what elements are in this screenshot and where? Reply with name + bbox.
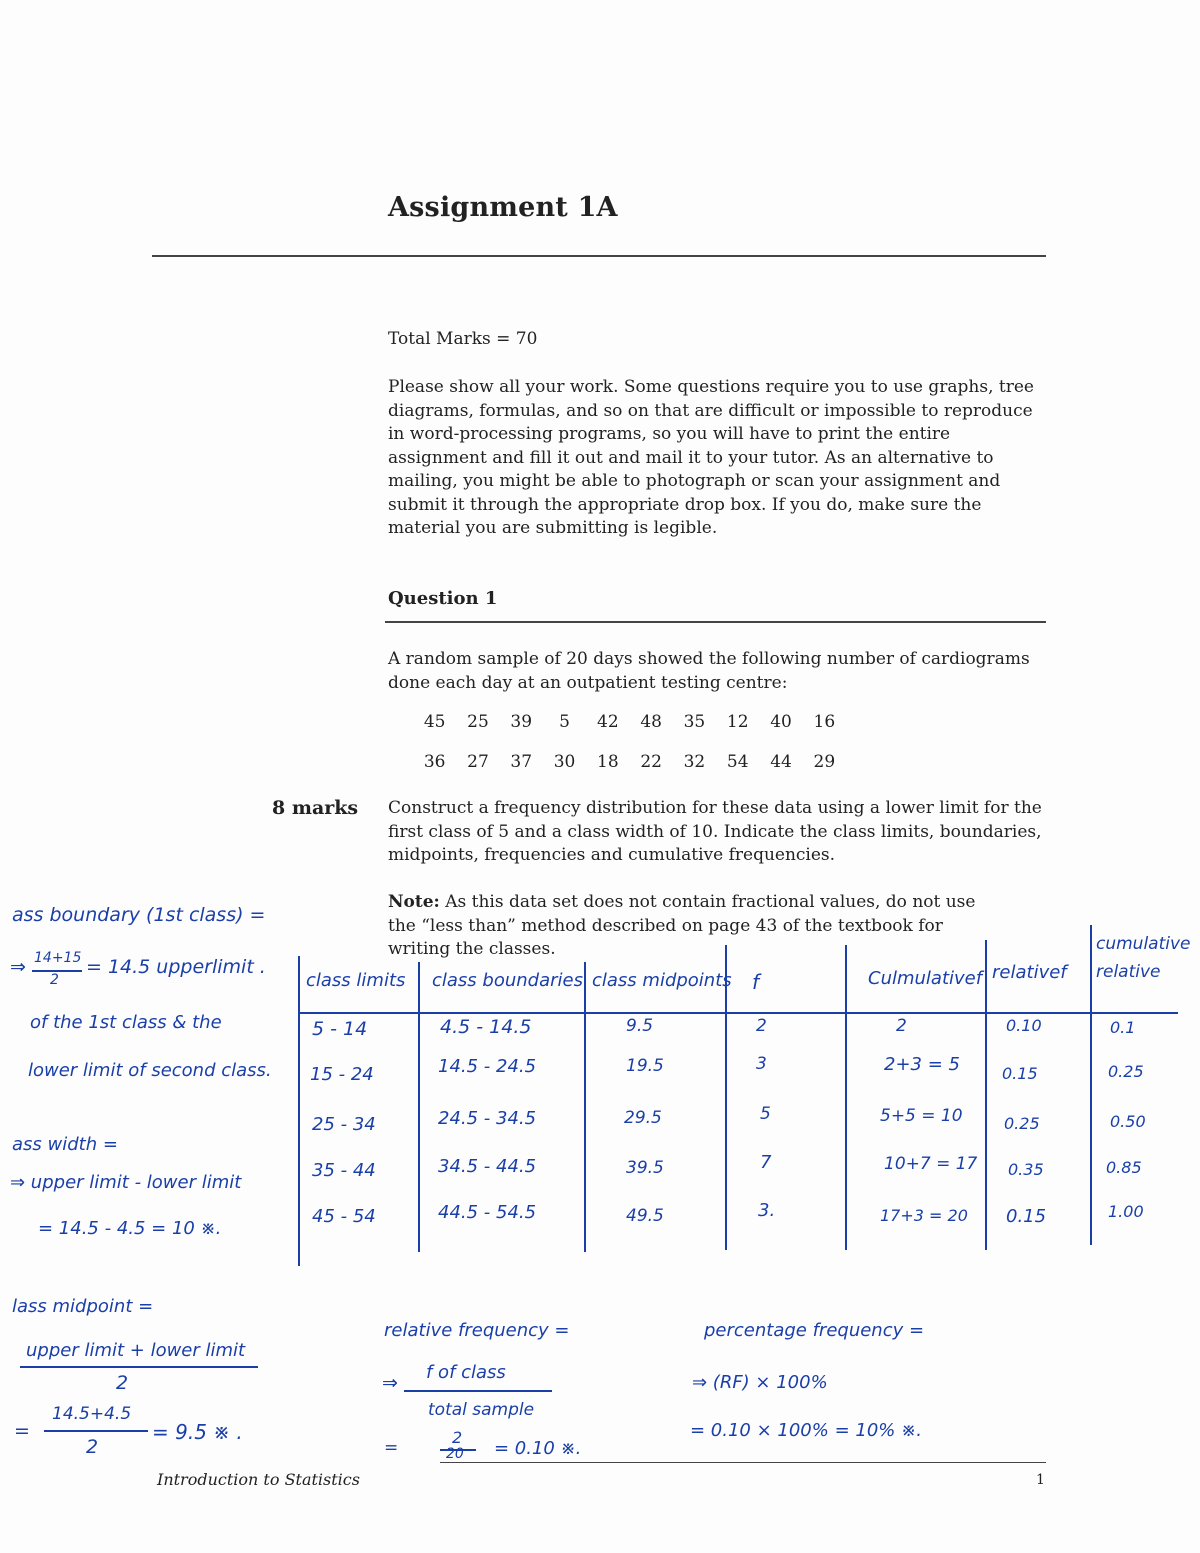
table-vline [1090, 925, 1092, 1245]
question-intro: A random sample of 20 days showed the following number of cardiograms done each day at an outpatient testing centre: [388, 649, 1030, 693]
data-value: 44 [770, 752, 792, 772]
data-value: 25 [467, 712, 489, 732]
cell-cumulative: 2+3 = 5 [884, 1054, 960, 1075]
data-value: 48 [640, 712, 662, 732]
table-vline [584, 962, 586, 1252]
header-class-limits: class limits [306, 970, 406, 991]
cell-midpoint: 9.5 [626, 1016, 654, 1036]
cell-class-boundary: 4.5 - 14.5 [440, 1016, 532, 1038]
data-value: 27 [467, 752, 489, 772]
cell-class-boundary: 44.5 - 54.5 [438, 1202, 537, 1223]
data-value: 39 [510, 712, 533, 732]
data-value: 12 [726, 712, 749, 732]
table-vline [418, 962, 420, 1252]
note-rf-result: = 0.10 ※. [494, 1438, 582, 1459]
instructions-paragraph: Please show all your work. Some questions require you to use graphs, tree diagrams, formulas, and so on that are difficult or impossible to reproduce in word-processing programs, so you will have to print the entire assignment and fill it out and mail it to your tutor. As an alternative to mailing, you might be able to photograph or scan your assignment and submit it through the appropriate drop box. If you do, make sure the material you are submitting is legible. [388, 377, 1034, 538]
note-boundary-frac-den: 2 [50, 972, 59, 988]
cell-cumulative: 10+7 = 17 [884, 1154, 978, 1174]
data-value: 30 [553, 752, 576, 772]
note-rf-eq: = [384, 1438, 399, 1458]
cell-relative: 0.15 [1002, 1064, 1038, 1083]
note-width-result: = 14.5 - 4.5 = 10 ※. [38, 1218, 222, 1239]
header-cumulative-relative: cumulative relative [1096, 934, 1191, 982]
table-hline [300, 1012, 1178, 1014]
question-rule [385, 621, 1046, 623]
table-vline [985, 940, 987, 1250]
note-midpoint-calc-den: 2 [86, 1436, 99, 1458]
cell-class-boundary: 34.5 - 44.5 [438, 1156, 537, 1177]
data-row-1 [413, 712, 846, 732]
cell-cum-relative: 0.1 [1110, 1018, 1136, 1037]
data-value: 35 [683, 712, 706, 732]
cell-midpoint: 49.5 [626, 1206, 664, 1226]
cell-class-limit: 15 - 24 [310, 1064, 374, 1085]
cell-class-limit: 35 - 44 [312, 1160, 376, 1181]
data-value: 18 [597, 752, 619, 772]
cell-cum-relative: 0.50 [1110, 1112, 1146, 1131]
cell-cumulative: 5+5 = 10 [880, 1106, 963, 1126]
cell-frequency: 5 [760, 1104, 771, 1124]
note-paragraph [388, 891, 1008, 962]
note-boundary-result: = 14.5 upperlimit . [86, 956, 266, 978]
note-text: As this data set does not contain fractional values, do not use the “less than” method described on page 43 of the textbook for writing the classes. [388, 892, 976, 959]
note-rf-num: f of class [426, 1362, 506, 1383]
note-width-formula: ⇒ upper limit - lower limit [10, 1172, 242, 1193]
note-width-heading: ass width = [12, 1134, 118, 1155]
footer-course-title: Introduction to Statistics [157, 1470, 360, 1489]
cell-class-boundary: 24.5 - 34.5 [438, 1108, 537, 1129]
note-midpoint-heading: lass midpoint = [12, 1296, 154, 1317]
cell-class-boundary: 14.5 - 24.5 [438, 1056, 537, 1077]
data-value: 5 [559, 712, 570, 732]
cell-frequency: 3 [756, 1054, 767, 1074]
task-paragraph: Construct a frequency distribution for these data using a lower limit for the first class of 5 and a class width of 10. Indicate the class limits, boundaries, midpoints, frequencies and cumulative frequencies. [388, 798, 1042, 865]
table-vline [298, 956, 300, 1266]
cell-relative: 0.10 [1006, 1016, 1042, 1035]
note-rf-calc-num: 2 [452, 1428, 463, 1447]
note-boundary-heading: ass boundary (1st class) = [12, 904, 266, 926]
cell-relative: 0.35 [1008, 1160, 1044, 1179]
data-value: 22 [640, 752, 662, 772]
cell-cumulative: 17+3 = 20 [880, 1206, 968, 1225]
header-cumulative-f: Culmulativef [868, 968, 983, 989]
data-value: 42 [597, 712, 619, 732]
data-value: 40 [770, 712, 792, 732]
header-class-midpoints: class midpoints [592, 970, 732, 991]
note-midpoint-num: upper limit + lower limit [26, 1340, 246, 1361]
note-midpoint-calc-num: 14.5+4.5 [52, 1404, 132, 1424]
cell-cumulative: 2 [896, 1016, 907, 1036]
data-value: 16 [813, 712, 836, 732]
data-value: 32 [683, 752, 706, 772]
footer-page-number: 1 [1036, 1472, 1045, 1488]
data-row-2 [413, 752, 846, 772]
note-boundary-frac-num: 14+15 [34, 950, 82, 966]
cell-midpoint: 29.5 [624, 1108, 662, 1128]
note-midpoint-eq: = [14, 1420, 30, 1442]
note-pf-heading: percentage frequency = [704, 1320, 925, 1341]
cell-cum-relative: 0.85 [1106, 1158, 1142, 1177]
note-boundary-line4: lower limit of second class. [28, 1060, 272, 1081]
note-midpoint-result: = 9.5 ※ . [152, 1420, 243, 1444]
cell-midpoint: 19.5 [626, 1056, 664, 1076]
note-pf-result: = 0.10 × 100% = 10% ※. [690, 1420, 922, 1441]
cell-frequency: 3. [758, 1200, 776, 1221]
data-value: 37 [510, 752, 533, 772]
cell-cum-relative: 1.00 [1108, 1202, 1144, 1221]
cell-relative: 0.25 [1004, 1114, 1040, 1133]
note-rf-den: total sample [428, 1400, 535, 1420]
note-boundary-arrow: ⇒ [10, 956, 26, 978]
note-midpoint-den: 2 [116, 1372, 129, 1394]
data-value: 36 [423, 752, 446, 772]
cell-frequency: 2 [756, 1016, 767, 1036]
cell-cum-relative: 0.25 [1108, 1062, 1144, 1081]
cell-class-limit: 45 - 54 [312, 1206, 376, 1227]
header-frequency: f [752, 970, 760, 994]
header-relative-f: relativef [992, 962, 1067, 983]
title-rule [152, 255, 1046, 257]
note-rf-heading: relative frequency = [384, 1320, 570, 1341]
cell-frequency: 7 [760, 1152, 772, 1173]
data-value: 54 [726, 752, 749, 772]
note-boundary-line3: of the 1st class & the [30, 1012, 222, 1033]
note-label: Note: [388, 892, 440, 912]
cell-class-limit: 25 - 34 [312, 1114, 376, 1135]
page-title: Assignment 1A [388, 192, 618, 223]
header-class-boundaries: class boundaries [432, 970, 583, 991]
marks-label: 8 marks [272, 797, 359, 819]
total-marks: Total Marks = 70 [388, 329, 538, 349]
note-rf-arrow: ⇒ [382, 1372, 398, 1394]
note-midpoint-bar [20, 1366, 258, 1368]
cell-relative: 0.15 [1006, 1206, 1047, 1227]
note-rf-bar [404, 1390, 552, 1392]
note-rf-calc-den: 20 [446, 1446, 464, 1462]
table-vline [845, 945, 847, 1250]
note-midpoint-calc-bar [44, 1430, 148, 1432]
data-value: 29 [813, 752, 836, 772]
cell-midpoint: 39.5 [626, 1158, 664, 1178]
question-heading: Question 1 [388, 588, 498, 609]
note-pf-formula: ⇒ (RF) × 100% [692, 1372, 828, 1393]
footer-rule [440, 1462, 1046, 1463]
data-value: 45 [423, 712, 446, 732]
cell-class-limit: 5 - 14 [312, 1018, 368, 1040]
